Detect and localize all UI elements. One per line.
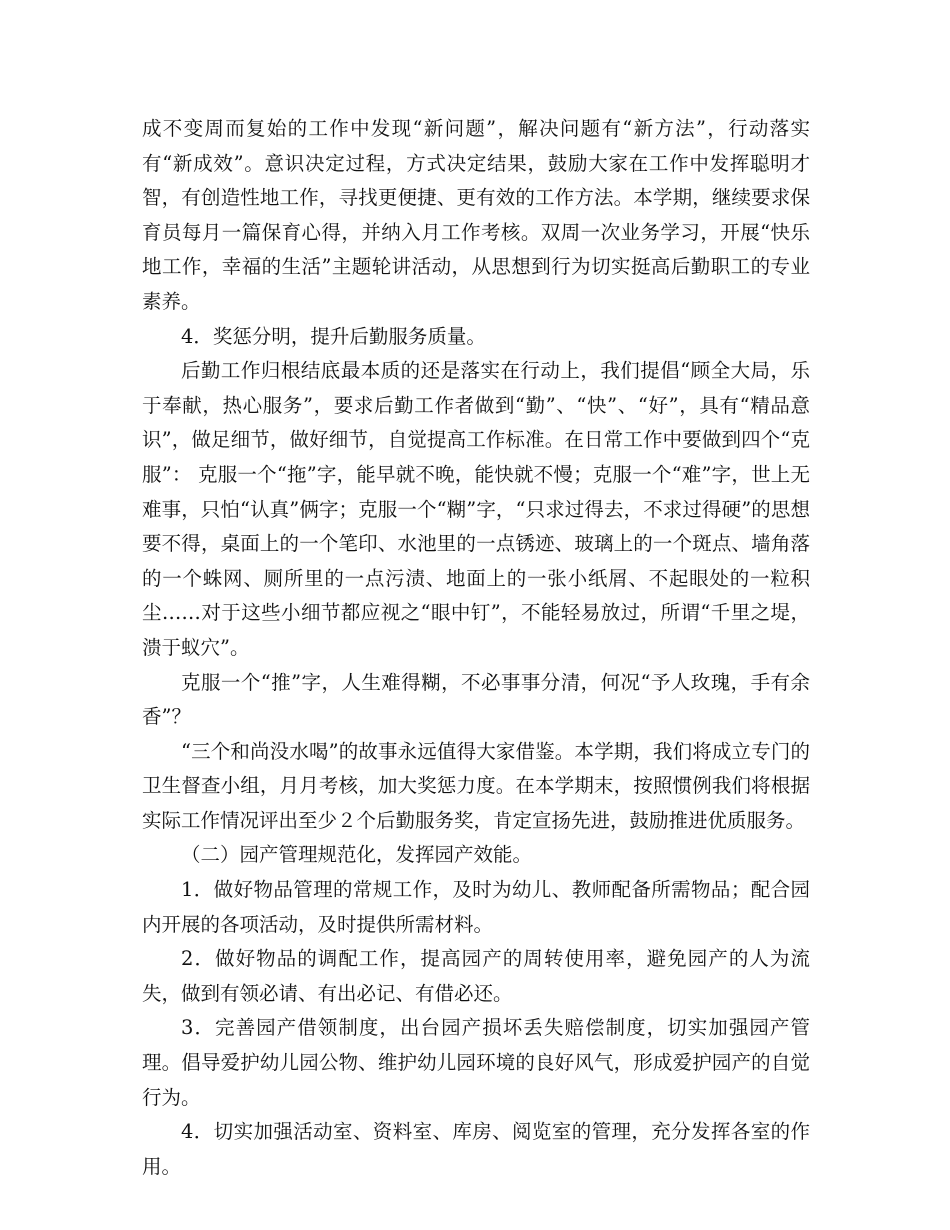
paragraph-10: 4．切实加强活动室、资料室、库房、阅览室的管理，充分发挥各室的作用。 [142, 1120, 810, 1178]
paragraph-1: 成不变周而复始的工作中发现“新问题”，解决问题有“新方法”，行动落实有“新成效”。意识决定过程，方式决定结果，鼓励大家在工作中发挥聪明才智，有创造性地工作，寻找更便捷、更有效的工作方法。本学期，继续要求保育员每月一篇保育心得，并纳入月工作考核。双周一次业务学习，开展“快乐地工作，幸福的生活”主题轮讲活动，从思想到行为切实挺高后勤职工的专业素养。 [142, 117, 810, 313]
paragraph-9: 3．完善园产借领制度，出台园产损坏丢失赔偿制度，切实加强园产管理。倡导爱护幼儿园公物、维护幼儿园环境的良好风气，形成爱护园产的自觉行为。 [142, 1016, 810, 1109]
paragraph-6: （二）园产管理规范化，发挥园产效能。 [181, 843, 533, 867]
paragraph-4: 克服一个“推”字，人生难得糊，不必事事分清，何况“予人玫瑰，手有余香”？ [142, 670, 810, 729]
paragraph-7: 1．做好物品管理的常规工作，及时为幼儿、教师配备所需物品；配合园内开展的各项活动，及时提供所需材料。 [142, 878, 810, 936]
paragraph-5: “三个和尚没水喝”的故事永远值得大家借鉴。本学期，我们将成立专门的卫生督查小组，月月考核，加大奖惩力度。在本学期末，按照惯例我们将根据实际工作情况评出至少２个后勤服务奖，肯定宣扬先进，鼓励推进优质服务。 [142, 739, 810, 832]
paragraph-3: 后勤工作归根结底最本质的还是落实在行动上，我们提倡“顾全大局，乐于奉献，热心服务”，要求后勤工作者做到“勤”、“快”、“好”，具有“精品意识”，做足细节，做好细节，自觉提高工作标准。在日常工作中要做到四个“克服”： 克服一个“拖”字，能早就不晚，能快就不慢；克服一个“难”字，世上无难事，只怕“认真”俩字；克服一个“糊”字，“只求过得去，不求过得硬”的思想要不得，桌面上的一个笔印、水池里的一点锈迹、玻璃上的一个斑点、墙角落的一个蛛网、厕所里的一点污渍、地面上的一张小纸屑、不起眼处的一粒积尘……对于这些小细节都应视之“眼中钉”，不能轻易放过，所谓“千里之堤，溃于蚁穴”。 [142, 359, 810, 659]
paragraph-2: 4．奖惩分明，提升后勤服务质量。 [181, 324, 486, 348]
document-body [142, 112, 810, 1184]
paragraph-8: 2．做好物品的调配工作，提高园产的周转使用率，避免园产的人为流失，做到有领必请、有出必记、有借必还。 [142, 947, 810, 1005]
